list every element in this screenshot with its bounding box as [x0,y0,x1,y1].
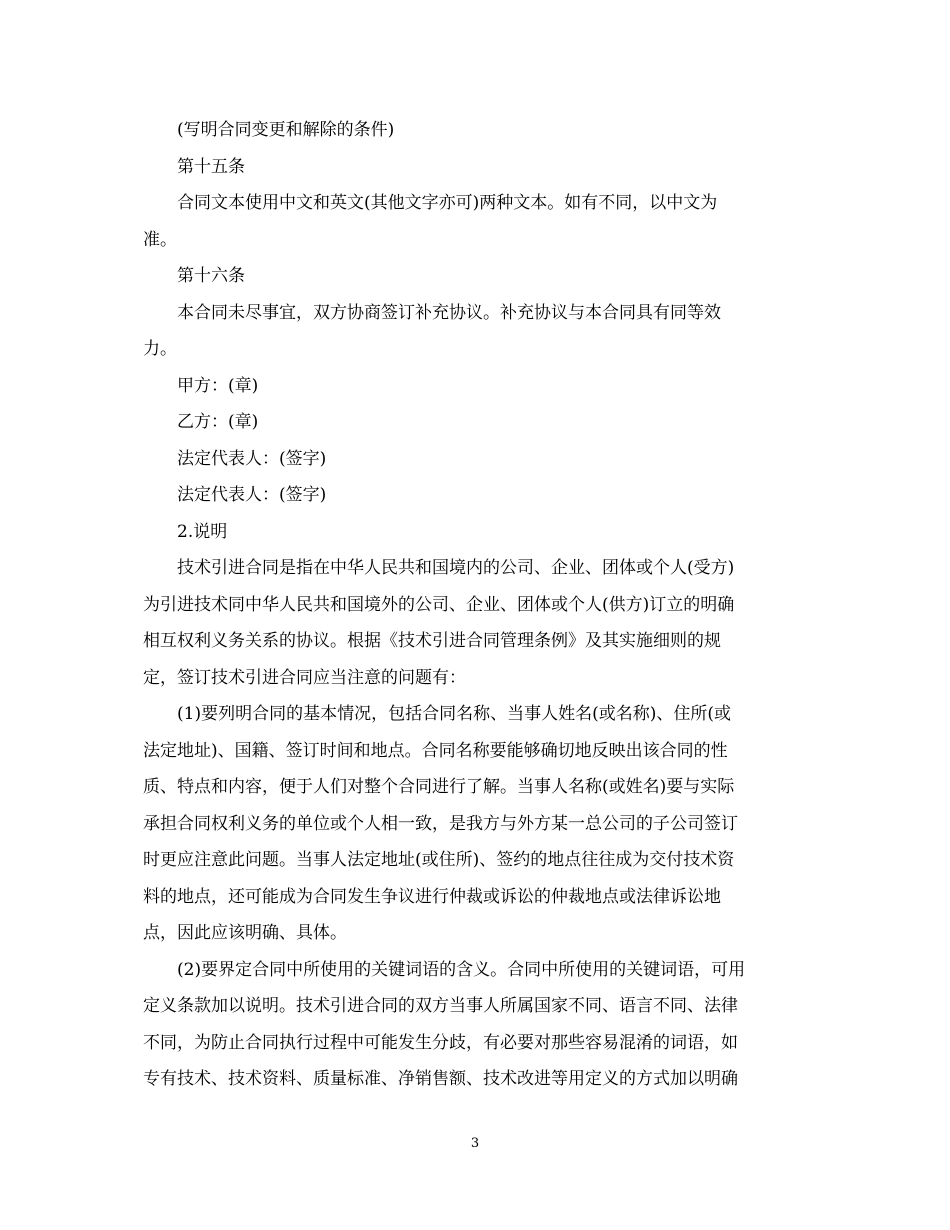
text-line: 2.说明 [177,521,228,542]
paragraph [143,295,793,368]
paragraph [143,696,793,952]
paragraph [143,368,793,405]
paragraph [143,514,793,551]
paragraph [143,952,793,1098]
text-line: 力。 [143,339,177,359]
text-line: 定义条款加以说明。技术引进合同的双方当事人所属国家不同、语言不同、法律 [143,996,738,1016]
text-line: (1)要列明合同的基本情况，包括合同名称、当事人姓名(或名称)、住所(或 [177,704,731,724]
text-line: 第十六条 [177,266,245,286]
text-line: 相互权利义务关系的协议。根据《技术引进合同管理条例》及其实施细则的规 [143,631,721,651]
text-line: 点，因此应该明确、具体。 [143,923,347,943]
text-line: 承担合同权利义务的单位或个人相一致，是我方与外方某一总公司的子公司签订 [143,813,738,834]
text-line: 法定代表人：(签字) [177,448,327,469]
text-line: 法定代表人：(签字) [177,485,327,505]
text-line: 质、特点和内容，便于人们对整个合同进行了解。当事人名称(或姓名)要与实际 [143,777,735,797]
text-line: 定，签订技术引进合同应当注意的问题有： [143,667,466,688]
paragraph [143,258,793,295]
paragraph [143,404,793,441]
text-line: 第十五条 [177,156,245,177]
text-line: 专有技术、技术资料、质量标准、净销售额、技术改进等用定义的方式加以明确 [143,1069,738,1089]
text-line: 料的地点，还可能成为合同发生争议进行仲裁或诉讼的仲裁地点或法律诉讼地 [143,886,721,907]
text-line: 时更应注意此问题。当事人法定地址(或住所)、签约的地点往往成为交付技术资 [143,850,735,870]
paragraph [143,185,793,258]
text-line: (写明合同变更和解除的条件) [177,120,395,140]
text-line: 乙方：(章) [177,412,259,432]
paragraph [143,112,793,149]
text-line: 不同，为防止合同执行过程中可能发生分歧，有必要对那些容易混淆的词语，如 [143,1032,738,1053]
text-line: 法定地址)、国籍、签订时间和地点。合同名称要能够确切地反映出该合同的性 [143,740,728,761]
paragraph [143,441,793,478]
text-line: 合同文本使用中文和英文(其他文字亦可)两种文本。如有不同，以中文为 [177,193,718,213]
document-body [143,112,793,1098]
text-line: 为引进技术同中华人民共和国境外的公司、企业、团体或个人(供方)订立的明确 [143,594,735,615]
text-line: 技术引进合同是指在中华人民共和国境内的公司、企业、团体或个人(受方) [177,558,735,578]
paragraph [143,550,793,696]
text-line: (2)要界定合同中所使用的关键词语的含义。合同中所使用的关键词语，可用 [177,959,746,980]
text-line: 准。 [143,229,177,250]
paragraph [143,149,793,186]
page-number: 3 [470,1136,480,1151]
text-line: 本合同未尽事宜，双方协商签订补充协议。补充协议与本合同具有同等效 [177,302,721,323]
text-line: 甲方：(章) [177,375,259,396]
paragraph [143,477,793,514]
